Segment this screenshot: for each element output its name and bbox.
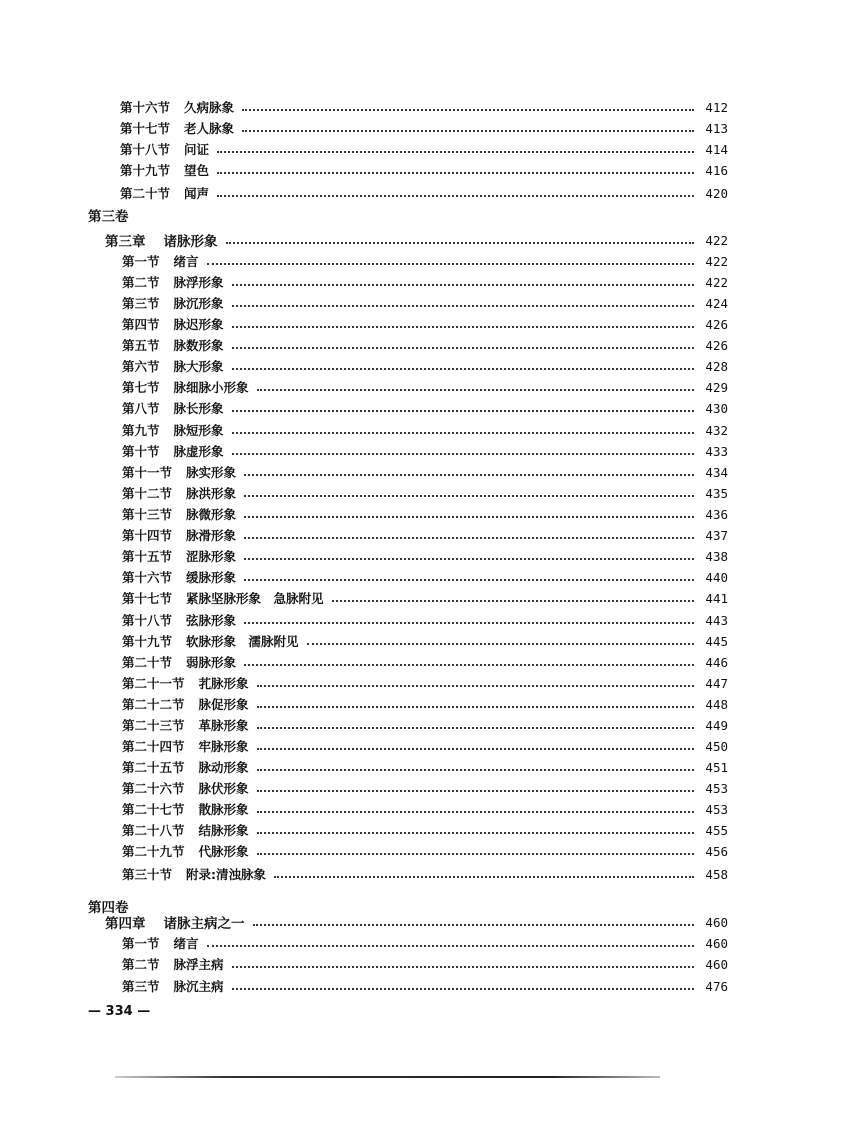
entry-number: 第三节	[122, 979, 160, 994]
entry-number: 第九节	[122, 423, 160, 438]
toc-section-entry	[122, 357, 728, 375]
dot-leader	[244, 558, 694, 560]
entry-title: 问证	[184, 142, 210, 157]
entry-number: 第十六节	[122, 570, 173, 585]
toc-section-entry	[122, 526, 728, 544]
entry-page: 458	[705, 866, 728, 882]
toc-section-entry	[120, 98, 728, 116]
entry-title: 涩脉形象	[186, 549, 237, 564]
dot-leader	[257, 811, 694, 813]
toc-section-entry	[122, 800, 728, 818]
scan-edge-line	[115, 1076, 660, 1078]
entry-number: 第三节	[122, 296, 160, 311]
entry-page: 422	[705, 274, 728, 290]
toc-section-entry	[120, 184, 728, 202]
entry-number: 第十六节	[120, 100, 171, 115]
entry-number: 第二十节	[122, 655, 173, 670]
dot-leader	[257, 748, 694, 750]
entry-page: 441	[705, 590, 728, 606]
dot-leader	[274, 876, 694, 878]
dot-leader	[257, 832, 694, 834]
toc-section-entry	[122, 716, 728, 734]
entry-page: 412	[705, 99, 728, 115]
entry-page: 440	[705, 569, 728, 585]
entry-number: 第十节	[122, 444, 160, 459]
dot-leader	[232, 966, 694, 968]
entry-page: 456	[705, 843, 728, 859]
toc-section-entry	[122, 779, 728, 797]
entry-title: 绪言	[173, 936, 199, 951]
entry-title: 软脉形象 濡脉附见	[186, 634, 299, 649]
dot-leader	[232, 347, 694, 349]
entry-title: 附录:清浊脉象	[186, 867, 267, 882]
entry-number: 第十八节	[122, 613, 173, 628]
volume-heading: 第四卷	[88, 900, 129, 916]
entry-title: 脉大形象	[173, 359, 224, 374]
entry-page: 413	[705, 120, 728, 136]
entry-title: 脉数形象	[173, 338, 224, 353]
dot-leader	[232, 410, 694, 412]
dot-leader	[257, 790, 694, 792]
toc-section-entry	[122, 842, 728, 860]
entry-title: 牢脉形象	[198, 739, 249, 754]
entry-number: 第二十五节	[122, 760, 185, 775]
entry-page: 437	[705, 527, 728, 543]
toc-section-entry	[122, 378, 728, 396]
entry-title: 弦脉形象	[186, 613, 237, 628]
entry-title: 脉沉形象	[173, 296, 224, 311]
entry-page: 428	[705, 358, 728, 374]
entry-number: 第四节	[122, 317, 160, 332]
entry-number: 第二十节	[120, 186, 171, 201]
entry-title: 脉沉主病	[173, 979, 224, 994]
entry-number: 第十五节	[122, 549, 173, 564]
toc-section-entry	[122, 758, 728, 776]
dot-leader	[217, 151, 694, 153]
toc-section-entry	[122, 611, 728, 629]
entry-page: 443	[705, 612, 728, 628]
dot-leader	[226, 242, 695, 244]
entry-title: 紧脉坚脉形象 急脉附见	[186, 591, 324, 606]
entry-page: 416	[705, 162, 728, 178]
toc-section-entry	[122, 399, 728, 417]
entry-page: 448	[705, 696, 728, 712]
dot-leader	[332, 600, 694, 602]
entry-title: 诸脉形象	[163, 234, 218, 250]
entry-page: 435	[705, 485, 728, 501]
dot-leader	[232, 284, 694, 286]
dot-leader	[257, 685, 694, 687]
toc-section-entry	[122, 568, 728, 586]
toc-section-entry	[122, 294, 728, 312]
dot-leader	[257, 853, 694, 855]
entry-title: 闻声	[184, 186, 210, 201]
dot-leader	[307, 643, 694, 645]
entry-page: 430	[705, 400, 728, 416]
entry-number: 第一节	[122, 936, 160, 951]
entry-title: 脉促形象	[198, 697, 249, 712]
dot-leader	[207, 263, 694, 265]
entry-number: 第十七节	[120, 121, 171, 136]
entry-number: 第二十九节	[122, 844, 185, 859]
entry-number: 第八节	[122, 401, 160, 416]
entry-number: 第二十六节	[122, 781, 185, 796]
entry-number: 第五节	[122, 338, 160, 353]
toc-section-entry	[122, 695, 728, 713]
entry-page: 449	[705, 717, 728, 733]
dot-leader	[217, 195, 694, 197]
entry-title: 脉实形象	[186, 465, 237, 480]
entry-number: 第二十四节	[122, 739, 185, 754]
entry-title: 望色	[184, 163, 210, 178]
toc-section-entry	[122, 674, 728, 692]
entry-page: 445	[705, 633, 728, 649]
toc-section-entry	[122, 821, 728, 839]
toc-section-entry	[122, 653, 728, 671]
entry-number: 第二十一节	[122, 676, 185, 691]
entry-page: 460	[705, 956, 728, 972]
toc-section-entry	[122, 463, 728, 481]
entry-page: 424	[705, 295, 728, 311]
entry-number: 第二节	[122, 275, 160, 290]
entry-number: 第六节	[122, 359, 160, 374]
entry-number: 第十八节	[120, 142, 171, 157]
entry-page: 422	[705, 253, 728, 269]
toc-section-entry	[122, 421, 728, 439]
dot-leader	[232, 453, 694, 455]
page-number: — 334 —	[88, 1004, 151, 1019]
entry-page: 429	[705, 379, 728, 395]
entry-number: 第七节	[122, 380, 160, 395]
toc-section-entry	[122, 977, 728, 995]
entry-number: 第二十三节	[122, 718, 185, 733]
entry-title: 弱脉形象	[186, 655, 237, 670]
dot-leader	[232, 988, 694, 990]
dot-leader	[242, 130, 694, 132]
entry-number: 第十三节	[122, 507, 173, 522]
entry-page: 438	[705, 548, 728, 564]
toc-section-entry	[122, 505, 728, 523]
dot-leader	[257, 727, 694, 729]
entry-title: 脉洪形象	[186, 486, 237, 501]
entry-page: 422	[705, 232, 728, 248]
entry-page: 460	[705, 935, 728, 951]
entry-page: 453	[705, 801, 728, 817]
entry-title: 缓脉形象	[186, 570, 237, 585]
entry-title: 脉微形象	[186, 507, 237, 522]
entry-page: 453	[705, 780, 728, 796]
entry-title: 脉短形象	[173, 423, 224, 438]
entry-title: 散脉形象	[198, 802, 249, 817]
entry-title: 脉伏形象	[198, 781, 249, 796]
entry-page: 426	[705, 316, 728, 332]
entry-title: 芤脉形象	[198, 676, 249, 691]
entry-page: 460	[705, 914, 728, 930]
entry-number: 第二十八节	[122, 823, 185, 838]
entry-page: 432	[705, 422, 728, 438]
entry-title: 代脉形象	[198, 844, 249, 859]
entry-number: 第二十二节	[122, 697, 185, 712]
entry-number: 第三章	[105, 234, 146, 250]
dot-leader	[257, 769, 694, 771]
toc-section-entry	[120, 140, 728, 158]
entry-number: 第十七节	[122, 591, 173, 606]
entry-title: 脉滑形象	[186, 528, 237, 543]
dot-leader	[257, 389, 694, 391]
dot-leader	[217, 172, 694, 174]
dot-leader	[244, 474, 694, 476]
toc-section-entry	[122, 484, 728, 502]
entry-title: 久病脉象	[184, 100, 235, 115]
entry-number: 第十九节	[120, 163, 171, 178]
dot-leader	[253, 924, 695, 926]
entry-page: 426	[705, 337, 728, 353]
toc-section-entry	[122, 336, 728, 354]
entry-title: 脉动形象	[198, 760, 249, 775]
entry-number: 第三十节	[122, 867, 173, 882]
dot-leader	[244, 579, 694, 581]
dot-leader	[244, 664, 694, 666]
toc-section-entry	[122, 632, 728, 650]
dot-leader	[207, 945, 694, 947]
entry-title: 老人脉象	[184, 121, 235, 136]
toc-section-entry	[122, 865, 728, 883]
toc-section-entry	[122, 934, 728, 952]
dot-leader	[242, 109, 694, 111]
dot-leader	[232, 326, 694, 328]
dot-leader	[232, 368, 694, 370]
toc-section-entry	[120, 119, 728, 137]
entry-number: 第一节	[122, 254, 160, 269]
dot-leader	[232, 305, 694, 307]
dot-leader	[244, 495, 694, 497]
toc-section-entry	[122, 252, 728, 270]
dot-leader	[244, 537, 694, 539]
entry-title: 脉迟形象	[173, 317, 224, 332]
dot-leader	[232, 432, 694, 434]
entry-number: 第二十七节	[122, 802, 185, 817]
entry-title: 脉长形象	[173, 401, 224, 416]
dot-leader	[244, 622, 694, 624]
entry-title: 脉浮主病	[173, 957, 224, 972]
toc-section-entry	[120, 161, 728, 179]
entry-title: 绪言	[173, 254, 199, 269]
entry-page: 476	[705, 978, 728, 994]
entry-page: 436	[705, 506, 728, 522]
entry-page: 446	[705, 654, 728, 670]
entry-page: 414	[705, 141, 728, 157]
toc-section-entry	[122, 442, 728, 460]
toc-chapter-entry	[105, 231, 728, 249]
entry-page: 433	[705, 443, 728, 459]
entry-number: 第二节	[122, 957, 160, 972]
entry-title: 诸脉主病之一	[163, 916, 245, 932]
toc-section-entry	[122, 315, 728, 333]
entry-title: 脉浮形象	[173, 275, 224, 290]
entry-page: 450	[705, 738, 728, 754]
volume-heading: 第三卷	[88, 209, 129, 225]
toc-section-entry	[122, 737, 728, 755]
entry-page: 420	[705, 185, 728, 201]
toc-section-entry	[122, 589, 728, 607]
entry-number: 第四章	[105, 916, 146, 932]
entry-page: 451	[705, 759, 728, 775]
entry-title: 革脉形象	[198, 718, 249, 733]
entry-number: 第十九节	[122, 634, 173, 649]
entry-number: 第十四节	[122, 528, 173, 543]
dot-leader	[257, 706, 694, 708]
entry-title: 结脉形象	[198, 823, 249, 838]
entry-page: 455	[705, 822, 728, 838]
entry-number: 第十一节	[122, 465, 173, 480]
toc-section-entry	[122, 955, 728, 973]
entry-title: 脉细脉小形象	[173, 380, 249, 395]
dot-leader	[244, 516, 694, 518]
entry-title: 脉虚形象	[173, 444, 224, 459]
entry-number: 第十二节	[122, 486, 173, 501]
toc-section-entry	[122, 273, 728, 291]
entry-page: 447	[705, 675, 728, 691]
entry-page: 434	[705, 464, 728, 480]
toc-section-entry	[122, 547, 728, 565]
toc-chapter-entry	[105, 913, 728, 931]
